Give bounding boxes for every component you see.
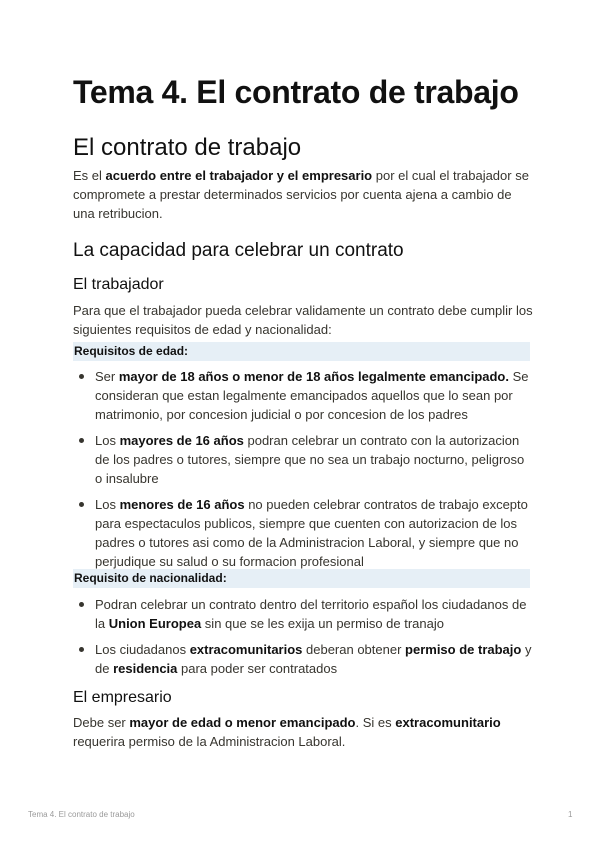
text-span: Debe ser — [73, 715, 130, 730]
text-span: Los — [95, 433, 120, 448]
bold-text: Union Europea — [108, 616, 202, 631]
nacionalidad-label: Requisito de nacionalidad: — [73, 569, 530, 588]
text-span: Podran celebrar un contrato dentro del territorio español los ciudadanos de la — [95, 597, 527, 631]
bold-text: mayores de 16 años — [119, 433, 244, 448]
bold-text: mayor de edad o menor emancipado — [129, 715, 356, 730]
trabajador-intro: Para que el trabajador pueda celebrar validamente un contrato debe cumplir los siguientes requisitos de edad y nacionalidad: — [73, 303, 533, 337]
text-span: Se consideran que estan legalmente emancipados aquellos que lo sean por matrimonio, por concesion judicial o por concesion de los padres — [95, 369, 529, 422]
bullet-icon — [79, 647, 84, 652]
bold-text: menores de 16 años — [119, 497, 245, 512]
edad-list — [73, 367, 533, 578]
text-span: y de — [95, 642, 532, 676]
page-title: Tema 4. El contrato de trabajo — [73, 74, 519, 110]
text-span: Los — [95, 497, 120, 512]
text-span: por el cual el trabajador se compromete a prestar determinados servicios por cuenta ajena a cambio de una retribucion. — [73, 168, 529, 221]
bold-text: mayor de 18 años o menor de 18 años legalmente emancipado. — [118, 369, 509, 384]
bold-text: extracomunitario — [395, 715, 501, 730]
nacionalidad-list — [73, 595, 533, 685]
list-item — [73, 595, 533, 633]
bold-text: permiso de trabajo — [405, 642, 522, 657]
bold-text: extracomunitarios — [189, 642, 303, 657]
bullet-icon — [79, 502, 84, 507]
text-span: podran celebrar un contrato con la autorizacion de los padres o tutores, siempre que no sea un trabajo nocturno, peligroso o insalubre — [95, 433, 525, 486]
text-span: Es el — [73, 168, 106, 183]
bold-text: residencia — [113, 661, 178, 676]
list-item — [73, 367, 533, 424]
list-item — [73, 431, 533, 488]
text-span: para poder ser contratados — [177, 661, 338, 676]
list-item — [73, 640, 533, 678]
bullet-icon — [79, 438, 84, 443]
text-span: . Si es — [355, 715, 396, 730]
definition-paragraph — [73, 166, 533, 223]
subheading-trabajador: El trabajador — [73, 276, 164, 293]
empresario-paragraph — [73, 713, 533, 751]
page-number: 1 — [568, 810, 573, 819]
text-span: no pueden celebrar contratos de trabajo excepto para espectaculos publicos, siempre que cuenten con autorizacion de los padres o tutores asi como de la Administracion Laboral, y siempre que no perjudique su salud o su formacion profesional — [95, 497, 528, 569]
bullet-icon — [79, 602, 84, 607]
text-span: sin que se les exija un permiso de tranajo — [201, 616, 444, 631]
footer-title: Tema 4. El contrato de trabajo — [28, 810, 135, 819]
text-span: deberan obtener — [302, 642, 406, 657]
section-heading-contrato: El contrato de trabajo — [73, 134, 302, 161]
subheading-empresario: El empresario — [73, 689, 172, 706]
text-span: requerira permiso de la Administracion Laboral. — [73, 734, 346, 749]
bold-text: acuerdo entre el trabajador y el empresario — [105, 168, 373, 183]
edad-label: Requisitos de edad: — [73, 342, 530, 361]
text-span: Ser — [95, 369, 119, 384]
text-span: Los ciudadanos — [95, 642, 190, 657]
bullet-icon — [79, 374, 84, 379]
section-heading-capacidad: La capacidad para celebrar un contrato — [73, 240, 404, 261]
list-item — [73, 495, 533, 571]
